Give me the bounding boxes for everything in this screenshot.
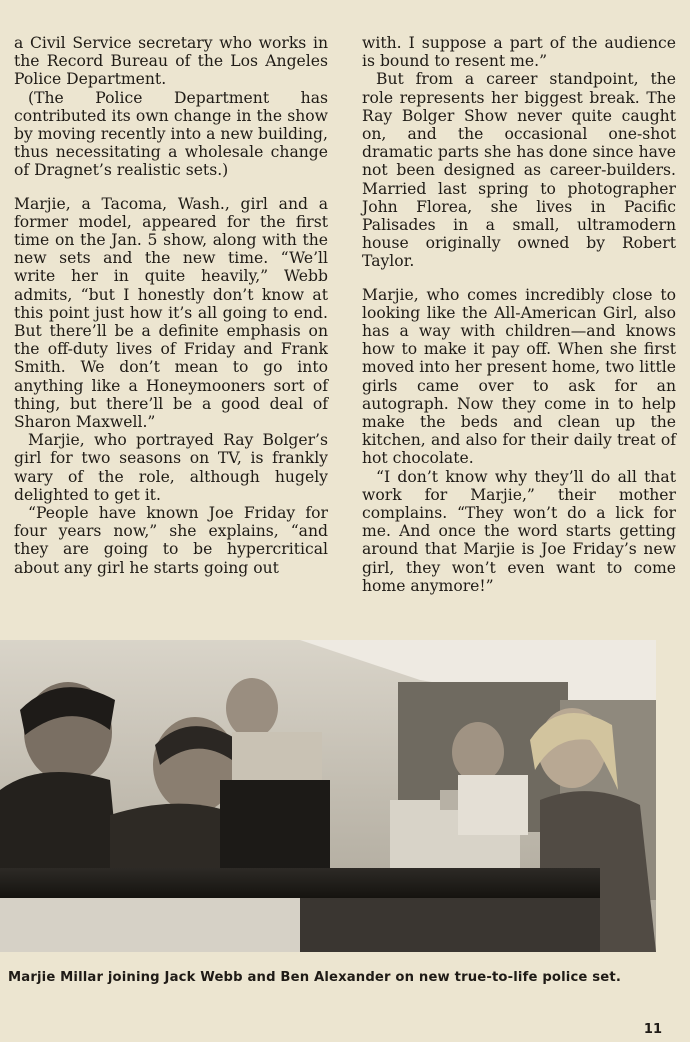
- paragraph: Marjie, who comes incredibly close to looking like the All-American Girl, also has a way with children—and knows how to make it pay off. When she first moved into her present home, two little girls came over to ask for an autograph. Now they come in to help make the beds and clean up the kitchen, and also for their daily treat of hot chocolate.: [362, 285, 676, 468]
- paragraph: (The Police Department has contributed its own change in the show by moving recently into a new building, thus necessitating a wholesale change of Dragnet’s realistic sets.): [14, 88, 328, 180]
- desk-right: [300, 898, 600, 952]
- left-column: [14, 34, 328, 609]
- man-back-head: [226, 678, 278, 738]
- paragraph: with. I suppose a part of the audience is bound to resent me.”: [362, 34, 676, 71]
- article-body: [14, 34, 676, 609]
- paragraph: But from a career standpoint, the role represents her biggest break. The Ray Bolger Show never quite caught on, and the occasional one-shot dramatic parts she has done since have not been designed as career-builders. Married last spring to photographer John Florea, she lives in Pacific Palisades in a small, ultramodern house originally owned by Robert Taylor.: [362, 70, 676, 271]
- radio-equipment: [220, 780, 330, 880]
- paragraph: a Civil Service secretary who works in the Record Bureau of the Los Angeles Police Department.: [14, 34, 328, 89]
- paragraph: Marjie, a Tacoma, Wash., girl and a former model, appeared for the first time on the Jan. 5 show, along with the new sets and the new time. “We’ll write her in quite heavily,” Webb admits, “but I honestly don’t know at this point just how it’s all going to end. But there’ll be a definite emphasis on the off-duty lives of Friday and Frank Smith. We don’t mean to go into anything like a Honeymooners sort of thing, but there’ll be a good deal of Sharon Maxwell.”: [14, 194, 328, 432]
- man-right-head: [452, 722, 504, 782]
- paragraph: “People have known Joe Friday for four years now,” she explains, “and they are going to be hypercritical about any girl he starts going out: [14, 504, 328, 577]
- photo-caption: Marjie Millar joining Jack Webb and Ben Alexander on new true-to-life police set.: [8, 970, 621, 985]
- page-number: 11: [643, 1022, 662, 1037]
- paragraph: “I don’t know why they’ll do all that work for Marjie,” their mother complains. “They won’t do a lick for me. And once the word starts getting around that Marjie is Joe Friday’s new girl, they won’t even want to come home anymore!”: [362, 467, 676, 595]
- photograph: [0, 640, 656, 952]
- desk-front-panel: [0, 898, 300, 952]
- police-set-photo: [0, 640, 656, 952]
- paragraph: Marjie, who portrayed Ray Bolger’s girl for two seasons on TV, is frankly wary of the role, although hugely delighted to get it.: [14, 431, 328, 504]
- man-right-shirt: [458, 775, 528, 835]
- right-column: [362, 34, 676, 609]
- desk-counter: [0, 868, 600, 898]
